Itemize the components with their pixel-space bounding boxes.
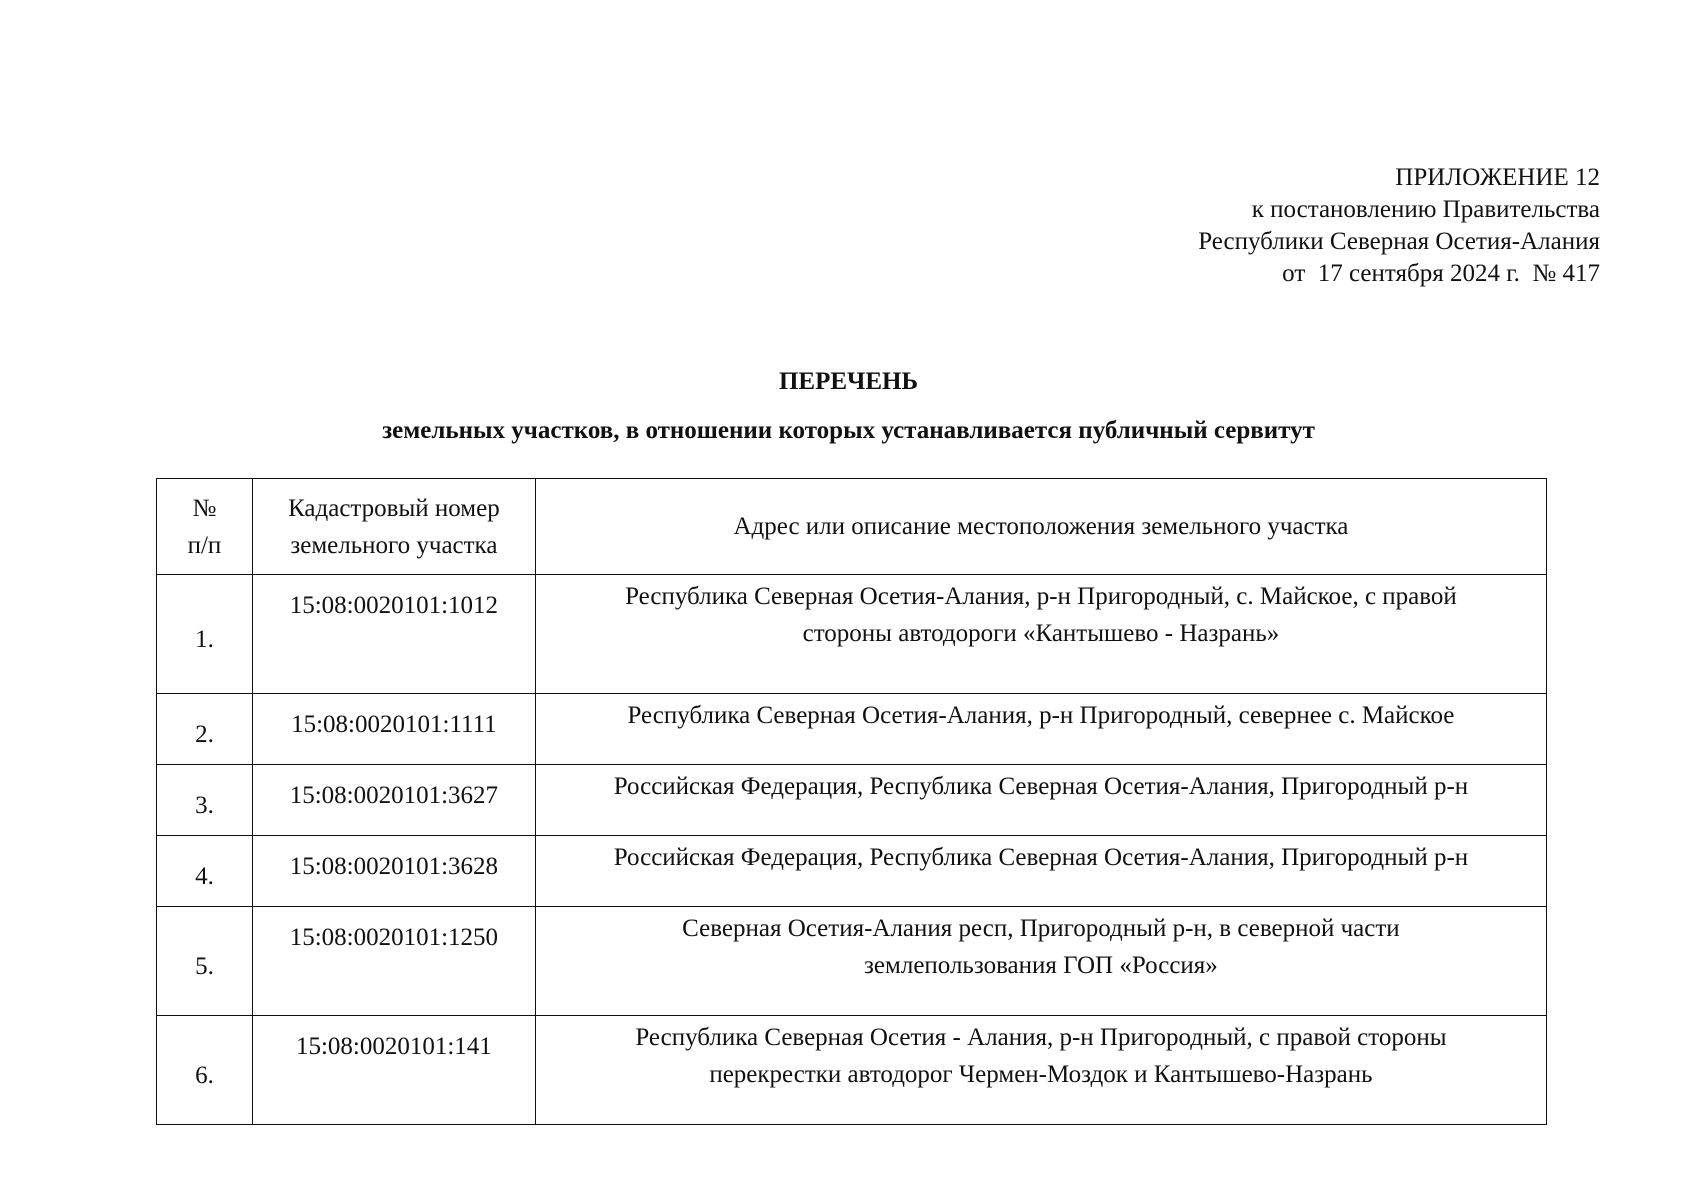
cadastral-number: 15:08:0020101:1111: [252, 694, 535, 765]
document-title: ПЕРЕЧЕНЬ: [778, 368, 919, 395]
cadastral-number: 15:08:0020101:1012: [252, 575, 535, 694]
plot-address: [535, 907, 1546, 1016]
row-number: 6.: [157, 1016, 253, 1125]
table-row: [157, 694, 1547, 765]
table-row: [157, 907, 1547, 1016]
table-row: [157, 765, 1547, 836]
table-row: [157, 836, 1547, 907]
plot-address: [535, 765, 1546, 836]
column-header-number: [157, 479, 253, 575]
row-number: 5.: [157, 907, 253, 1016]
header-line: Кадастровый номер: [288, 494, 500, 522]
plot-address: [535, 836, 1546, 907]
appendix-line: от 17 сентября 2024 г. № 417: [1282, 260, 1600, 287]
address-line: Республика Северная Осетия-Алания, р-н Пригородный, севернее с. Майское: [627, 702, 1455, 729]
appendix-line: Республики Северная Осетия-Алания: [1198, 228, 1600, 255]
table-row: [157, 575, 1547, 694]
column-header-cadastral: [252, 479, 535, 575]
address-line: перекрестки автодорог Чермен-Моздок и Кантышево-Назрань: [709, 1061, 1373, 1088]
cadastral-number: 15:08:0020101:141: [252, 1016, 535, 1125]
plot-address: [535, 694, 1546, 765]
address-line: Республика Северная Осетия - Алания, р-н Пригородный, с правой стороны: [635, 1024, 1447, 1051]
table-row: [157, 1016, 1547, 1125]
cadastral-number: 15:08:0020101:3627: [252, 765, 535, 836]
document-subtitle: земельных участков, в отношении которых устанавливается публичный сервитут: [382, 417, 1315, 444]
table-header-row: [157, 479, 1547, 575]
address-line: Российская Федерация, Республика Северная Осетия-Алания, Пригородный р-н: [613, 773, 1469, 800]
address-line: Северная Осетия-Алания респ, Пригородный р-н, в северной части: [682, 915, 1400, 942]
appendix-header: [1198, 162, 1600, 290]
appendix-line: к постановлению Правительства: [1251, 196, 1600, 223]
plot-address: [535, 575, 1546, 694]
header-line: №: [192, 494, 217, 522]
address-line: Российская Федерация, Республика Северная Осетия-Алания, Пригородный р-н: [613, 844, 1469, 871]
address-line: землепользования ГОП «Россия»: [864, 952, 1218, 979]
row-number: 2.: [157, 694, 253, 765]
address-line: стороны автодороги «Кантышево - Назрань»: [802, 620, 1280, 647]
appendix-line: ПРИЛОЖЕНИЕ 12: [1395, 164, 1600, 191]
header-line: земельного участка: [290, 531, 498, 559]
row-number: 4.: [157, 836, 253, 907]
row-number: 3.: [157, 765, 253, 836]
column-header-address: Адрес или описание местоположения земельного участка: [535, 479, 1546, 575]
plot-address: [535, 1016, 1546, 1125]
row-number: 1.: [157, 575, 253, 694]
header-line: п/п: [187, 531, 222, 559]
cadastral-number: 15:08:0020101:3628: [252, 836, 535, 907]
land-plots-table: [156, 478, 1547, 1125]
cadastral-number: 15:08:0020101:1250: [252, 907, 535, 1016]
address-line: Республика Северная Осетия-Алания, р-н Пригородный, с. Майское, с правой: [625, 583, 1457, 610]
